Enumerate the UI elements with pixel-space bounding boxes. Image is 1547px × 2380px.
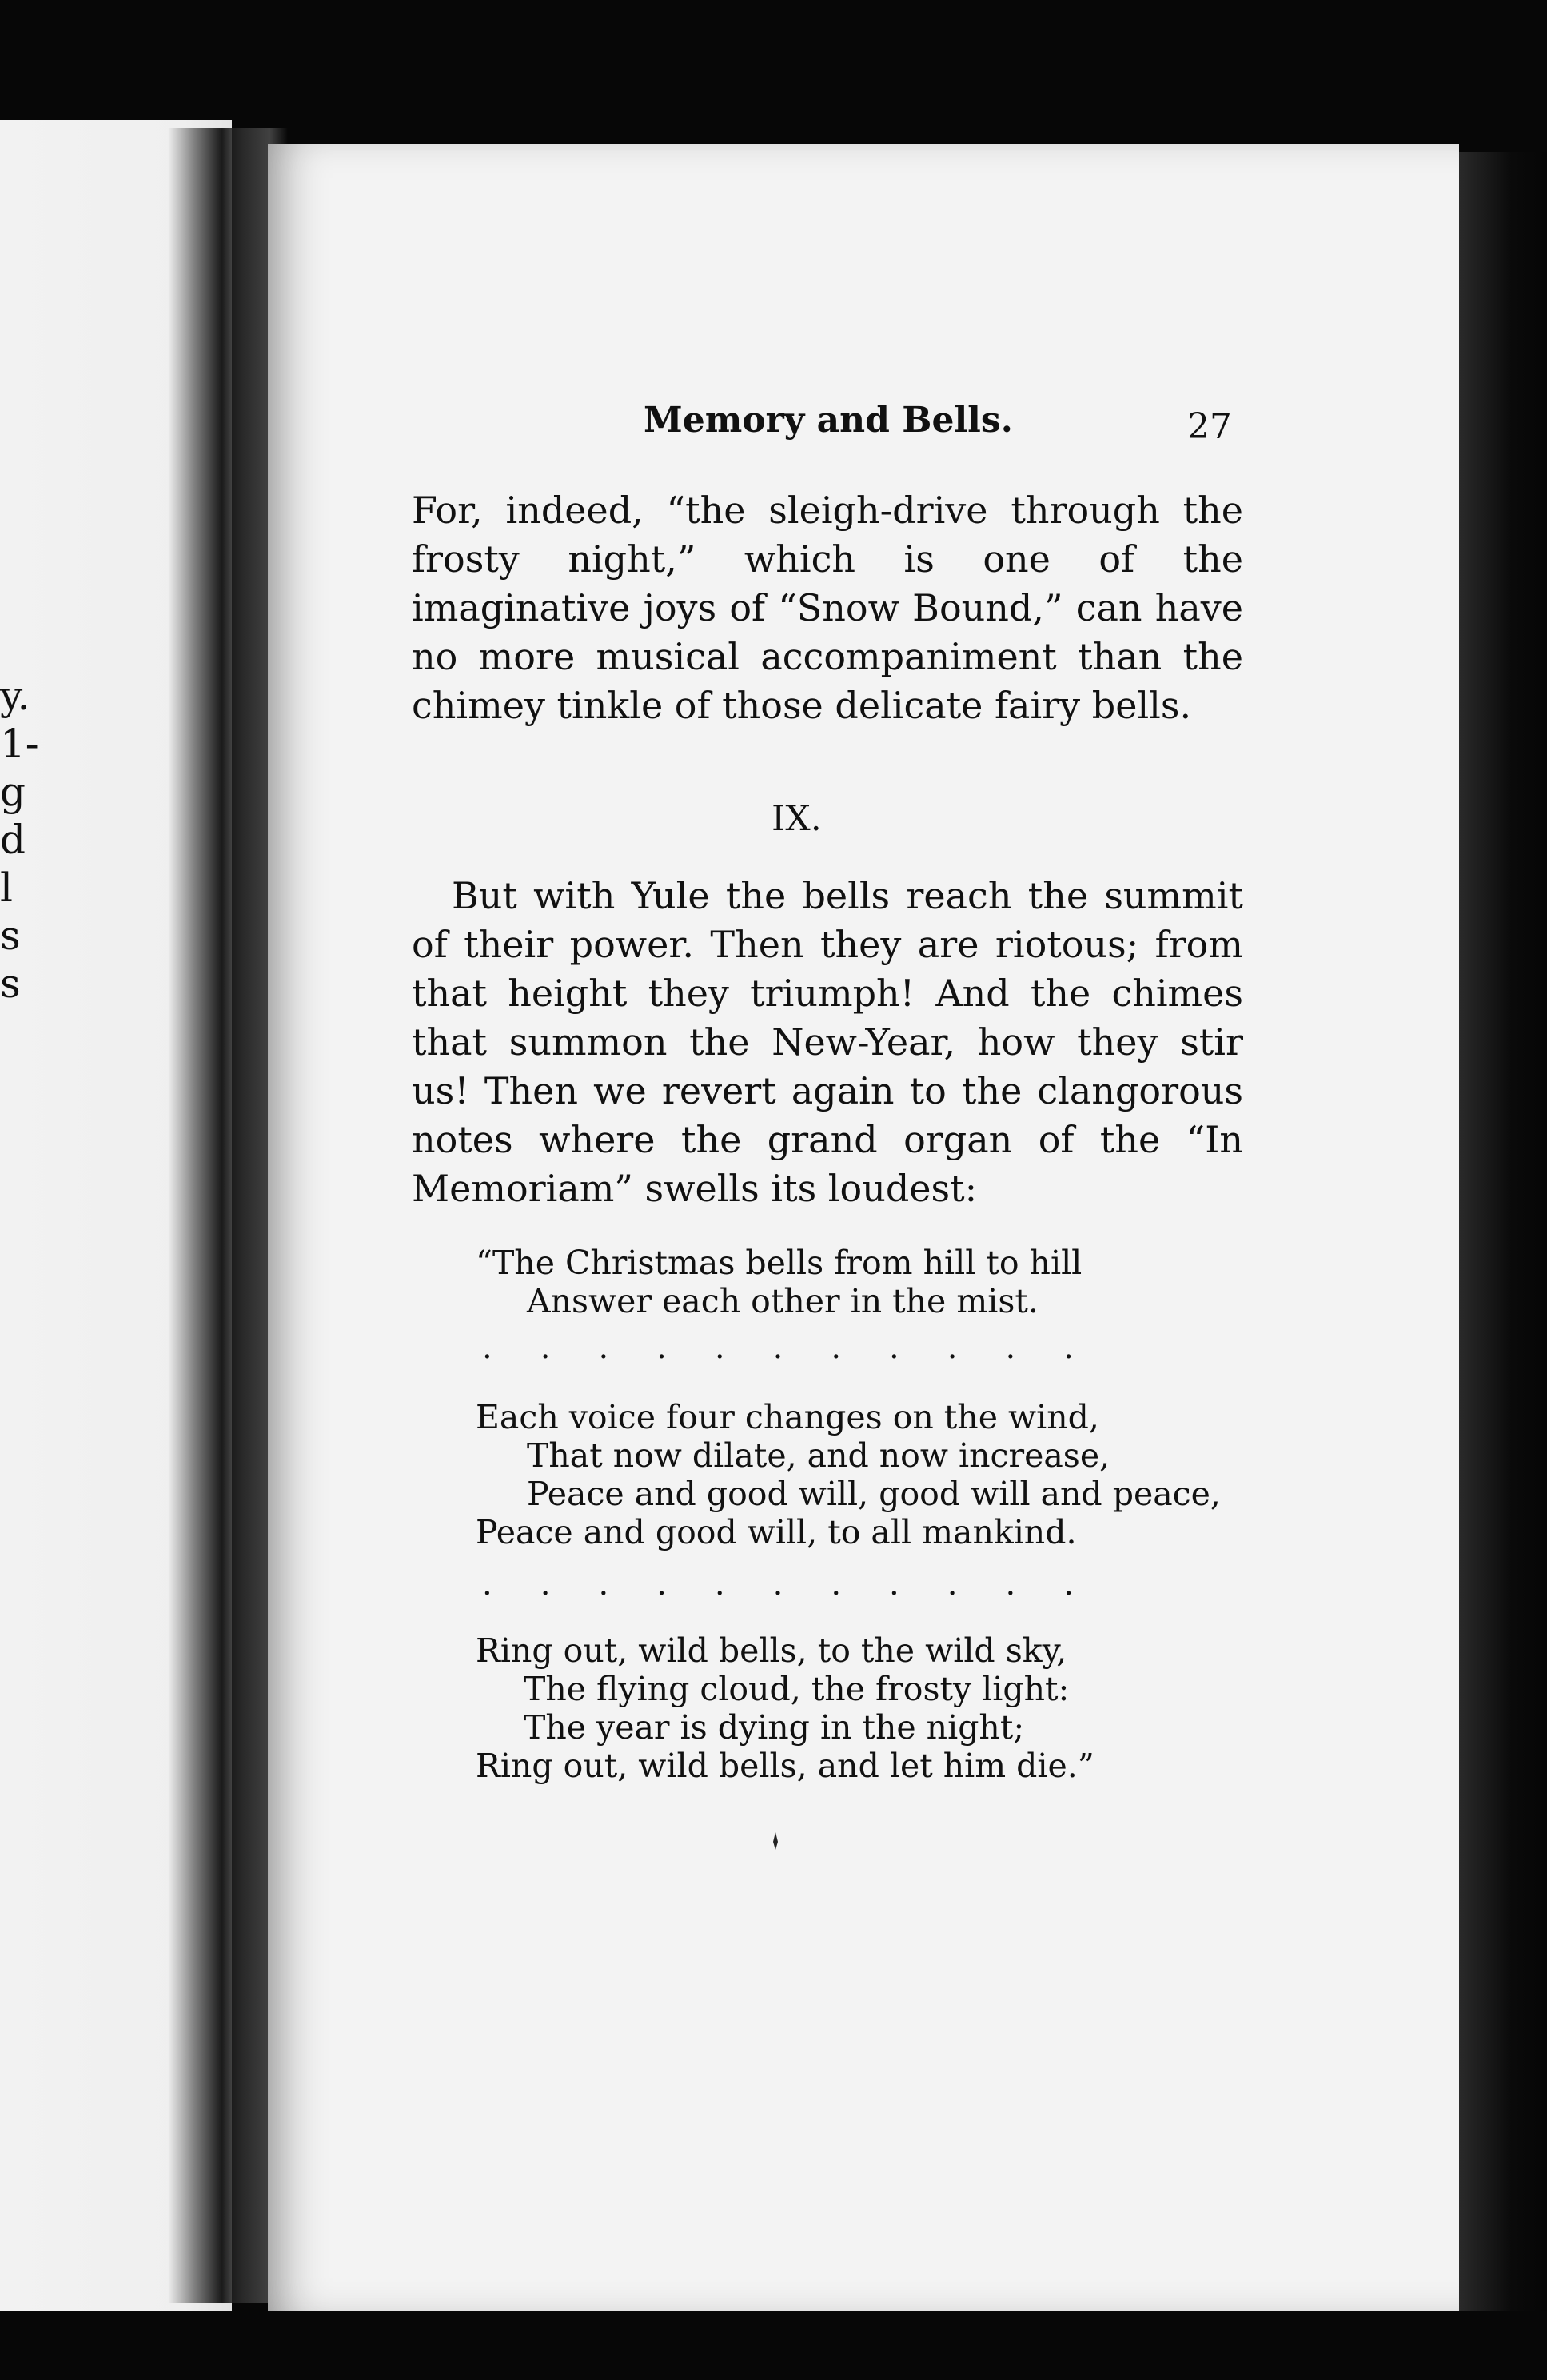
page-number: 27 (1187, 406, 1232, 447)
page-text-block (268, 144, 1459, 2311)
ellipsis-dot: . (598, 1329, 609, 1366)
poem-line: “The Christmas bells from hill to hill (476, 1244, 1083, 1282)
fragment-line: s (0, 912, 21, 959)
ellipsis-dot: . (482, 1566, 492, 1603)
current-page (268, 144, 1459, 2311)
previous-page-text-fragments (0, 672, 39, 1008)
ellipsis-dot: . (656, 1329, 667, 1366)
fragment-line: 1- (0, 721, 39, 767)
fragment-line: g (0, 769, 26, 815)
ellipsis-row (482, 1566, 1074, 1603)
poem-line: Answer each other in the mist. (527, 1282, 1039, 1320)
poem-line: Each voice four changes on the wind, (476, 1398, 1099, 1436)
paragraph (412, 486, 1243, 730)
ellipsis-row (482, 1329, 1074, 1366)
book-edge-shadow (1459, 152, 1547, 2311)
ink-mark-glyph (770, 1831, 781, 1851)
poem-stanza (476, 1631, 1195, 1785)
ellipsis-dot: . (1005, 1566, 1016, 1603)
ellipsis-dot: . (1063, 1329, 1074, 1366)
ellipsis-dot: . (540, 1329, 551, 1366)
ellipsis-dot: . (1063, 1566, 1074, 1603)
poem-line: Peace and good will, to all mankind. (476, 1513, 1077, 1551)
ellipsis-dot: . (772, 1329, 783, 1366)
poem-line: That now dilate, and now increase, (527, 1436, 1110, 1475)
poem-line: Ring out, wild bells, and let him die.” (476, 1747, 1094, 1785)
ellipsis-dot: . (1005, 1329, 1016, 1366)
ellipsis-dot: . (947, 1566, 958, 1603)
poem-line: The flying cloud, the frosty light: (524, 1670, 1070, 1708)
fragment-line: d (0, 817, 26, 863)
poem-stanza (476, 1244, 1195, 1320)
paragraph-text: But with Yule the bells reach the summit of their power. Then they are riotous; from that height they triumph! And the chimes that summon the New-Year, how they stir us! Then we revert again to the clangorous notes where the grand organ of the “In Memoriam” swells its loudest: (412, 874, 1243, 1210)
ellipsis-dot: . (889, 1566, 899, 1603)
poem-line: The year is dying in the night; (524, 1708, 1025, 1747)
ellipsis-dot: . (656, 1566, 667, 1603)
ellipsis-dot: . (947, 1329, 958, 1366)
ellipsis-dot: . (772, 1566, 783, 1603)
paragraph (412, 872, 1243, 1213)
ellipsis-dot: . (714, 1329, 725, 1366)
ellipsis-dot: . (482, 1329, 492, 1366)
running-head: Memory and Bells. (644, 400, 1013, 441)
ellipsis-dot: . (831, 1566, 842, 1603)
fragment-line: s (0, 960, 21, 1007)
poem-stanza (476, 1398, 1221, 1551)
ellipsis-dot: . (540, 1566, 551, 1603)
paragraph-text: For, indeed, “the sleigh-drive through the frosty night,” which is one of the imaginative joys of “Snow Bound,” can have no more musical accompaniment than the chimey tinkle of those delicate fairy bells. (412, 489, 1243, 727)
poem-line: Peace and good will, good will and peace, (527, 1475, 1221, 1513)
fragment-line: y. (0, 673, 30, 719)
poem-line: Ring out, wild bells, to the wild sky, (476, 1631, 1067, 1670)
ellipsis-dot: . (889, 1329, 899, 1366)
ellipsis-dot: . (831, 1329, 842, 1366)
fragment-line: l (0, 865, 13, 911)
ellipsis-dot: . (714, 1566, 725, 1603)
ink-mark (770, 1830, 781, 1858)
section-heading: IX. (772, 798, 822, 839)
ellipsis-dot: . (598, 1566, 609, 1603)
